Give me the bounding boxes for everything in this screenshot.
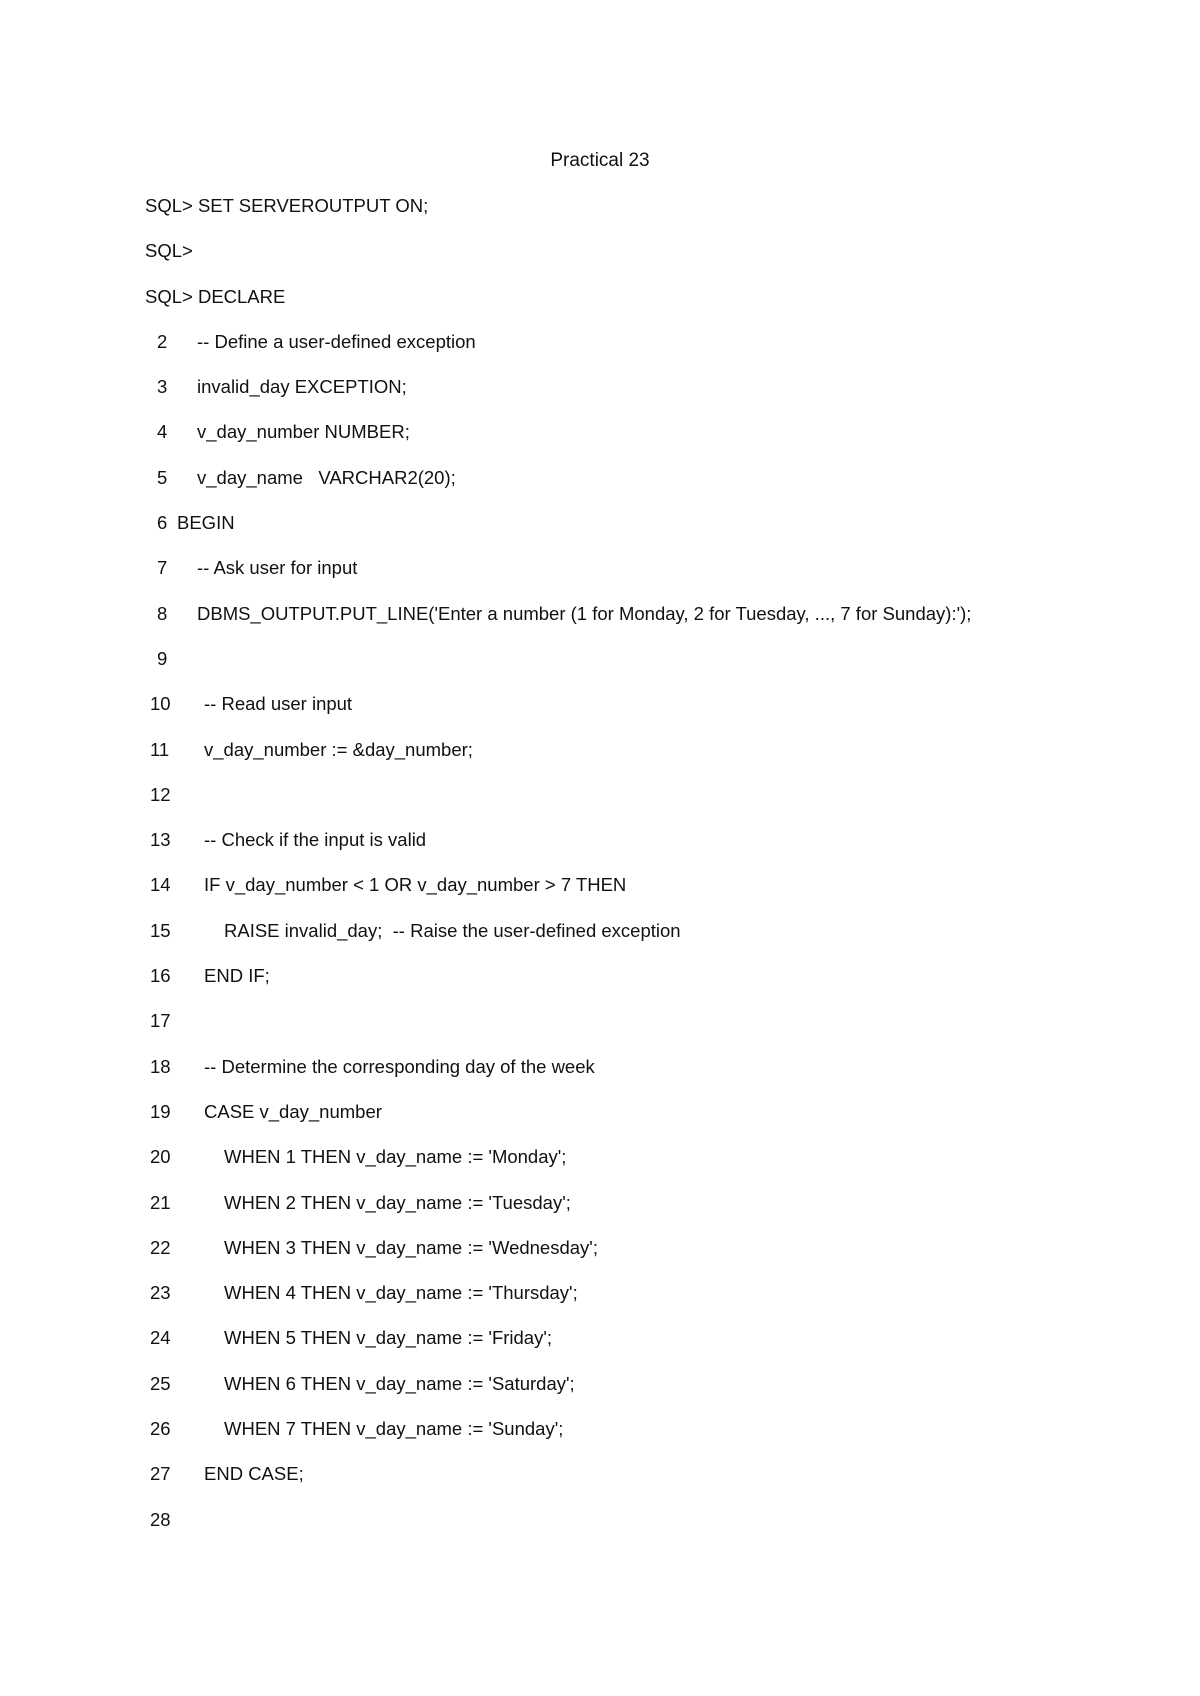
line-number: 16 — [150, 965, 171, 987]
code-line — [145, 692, 1145, 737]
line-code: invalid_day EXCEPTION; — [197, 376, 407, 398]
line-number: 4 — [157, 421, 168, 443]
line-number: 2 — [157, 330, 168, 352]
line-code: WHEN 3 THEN v_day_name := 'Wednesday'; — [224, 1236, 598, 1258]
line-code: WHEN 4 THEN v_day_name := 'Thursday'; — [224, 1282, 578, 1304]
line-code: -- Define a user-defined exception — [197, 330, 476, 352]
line-number: 11 — [150, 738, 170, 760]
line-number: 9 — [157, 647, 168, 669]
line-code: v_day_number NUMBER; — [197, 421, 410, 443]
line-code: IF v_day_number < 1 OR v_day_number > 7 THEN — [204, 874, 627, 896]
code-line — [145, 647, 1145, 692]
code-line — [145, 1191, 1145, 1236]
document-title: Practical 23 — [550, 150, 650, 171]
line-code: WHEN 6 THEN v_day_name := 'Saturday'; — [224, 1372, 575, 1394]
code-line — [145, 1145, 1145, 1190]
code-line — [145, 1055, 1145, 1100]
line-number: 21 — [150, 1191, 171, 1213]
code-line — [145, 964, 1145, 1009]
line-number: 26 — [150, 1418, 171, 1440]
code-line — [145, 1508, 1145, 1553]
code-listing — [145, 194, 1145, 1553]
code-line — [145, 1326, 1145, 1371]
prompt-text: SQL> — [145, 240, 193, 262]
line-code: -- Ask user for input — [197, 557, 358, 579]
line-number: 13 — [150, 829, 171, 851]
prompt-text: SQL> SET SERVEROUTPUT ON; — [145, 195, 429, 216]
code-line — [145, 556, 1145, 601]
line-number: 24 — [150, 1327, 171, 1349]
code-line — [145, 1281, 1145, 1326]
line-number: 10 — [150, 693, 171, 715]
line-code: -- Check if the input is valid — [204, 829, 427, 851]
line-number: 28 — [150, 1508, 171, 1530]
line-number: 6 — [157, 512, 168, 534]
code-line — [145, 1462, 1145, 1507]
code-line — [145, 511, 1145, 556]
prompt-text: SQL> DECLARE — [145, 285, 286, 307]
line-number: 25 — [150, 1372, 171, 1394]
line-code: WHEN 1 THEN v_day_name := 'Monday'; — [224, 1146, 567, 1168]
line-code: RAISE invalid_day; -- Raise the user-defined exception — [224, 919, 681, 941]
line-number: 23 — [150, 1282, 171, 1304]
line-code: -- Read user input — [204, 693, 353, 715]
line-code: v_day_number := &day_number; — [204, 738, 473, 760]
line-number: 18 — [150, 1055, 171, 1077]
line-code: DBMS_OUTPUT.PUT_LINE('Enter a number (1 for Monday, 2 for Tuesday, ..., 7 for Sunday):'); — [197, 602, 972, 624]
line-number: 15 — [150, 919, 171, 941]
code-line — [145, 828, 1145, 873]
line-code: BEGIN — [177, 512, 235, 534]
line-code: WHEN 2 THEN v_day_name := 'Tuesday'; — [224, 1191, 571, 1213]
code-line — [145, 420, 1145, 465]
line-code: WHEN 5 THEN v_day_name := 'Friday'; — [224, 1327, 553, 1349]
line-number: 12 — [150, 783, 171, 805]
prompt-line — [145, 285, 1145, 330]
code-line — [145, 1009, 1145, 1054]
code-line — [145, 1236, 1145, 1281]
code-line — [145, 1100, 1145, 1145]
code-line — [145, 1372, 1145, 1417]
line-number: 8 — [157, 602, 168, 624]
code-line — [145, 1417, 1145, 1462]
line-number: 14 — [150, 874, 171, 896]
code-line — [145, 873, 1145, 918]
line-number: 7 — [157, 557, 168, 579]
code-line — [145, 919, 1145, 964]
line-number: 3 — [157, 376, 168, 398]
prompt-line — [145, 194, 1145, 239]
code-line — [145, 330, 1145, 375]
line-number: 5 — [157, 466, 168, 488]
line-number: 27 — [150, 1463, 171, 1485]
line-number: 17 — [150, 1010, 171, 1032]
line-code: v_day_name VARCHAR2(20); — [197, 466, 456, 488]
line-code: END IF; — [204, 965, 270, 987]
line-number: 20 — [150, 1146, 171, 1168]
line-code: CASE v_day_number — [204, 1100, 382, 1122]
line-number: 22 — [150, 1236, 171, 1258]
code-line — [145, 738, 1145, 783]
prompt-line — [145, 239, 1145, 284]
code-line — [145, 466, 1145, 511]
line-number: 19 — [150, 1100, 171, 1122]
line-code: -- Determine the corresponding day of the week — [204, 1055, 595, 1077]
code-line — [145, 783, 1145, 828]
code-line — [145, 602, 1145, 647]
line-code: WHEN 7 THEN v_day_name := 'Sunday'; — [224, 1418, 564, 1440]
line-code: END CASE; — [204, 1463, 304, 1485]
code-line — [145, 375, 1145, 420]
